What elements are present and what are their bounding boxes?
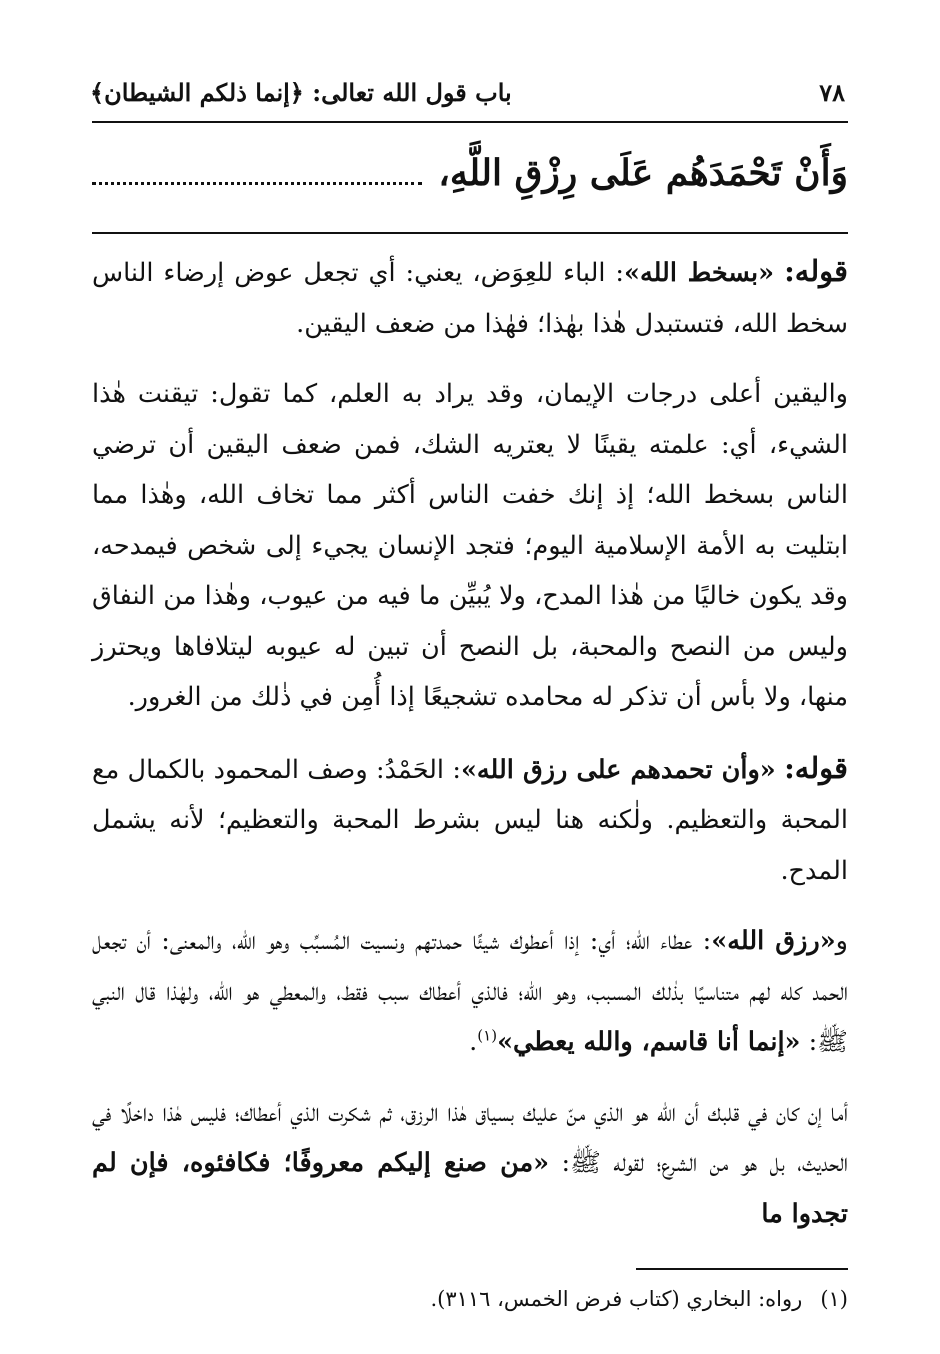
hadith-quote: «إنما أنا قاسم، والله يعطي» [497, 1027, 801, 1057]
hadith-quote: «من صنع إليكم معروفًا؛ فكافئوه، فإن لم تجدوا ما [92, 1148, 848, 1229]
paragraph-lead: قوله: [784, 254, 848, 288]
quoted-phrase: «وأن تحمدهم على رزق الله» [460, 754, 776, 785]
paragraph-text: : الحَمْدُ: وصف المحمود بالكمال مع المحبة والتعظيم. ولٰكنه هنا ليس بشرط المحبة والتعظيم؛ لأنه يشمل المدح. [92, 754, 848, 886]
paragraph-text: واليقين أعلى درجات الإيمان، وقد يراد به العلم، كما تقول: تيقنت هٰذا الشيء، أي: علمته يقينًا لا يعتريه الشك، فمن ضعف اليقين أن ترضي الناس بسخط الله؛ إذ إنك خفت الناس أكثر مما تخاف الله، وهٰذا مما ابتليت به الأمة الإسلامية اليوم؛ فتجد الإنسان يجيء إلى شخص فيمدحه، وقد يكون خاليًا من هٰذا المدح، ولا يُبيِّن ما فيه من عيوب، وهٰذا من النفاق وليس من النصح والمحبة، بل النصح أن تبين له عيوبه ليتلافاها ويحترز منها، ولا بأس أن تذكر له محامده تشجيعًا إذا أُمِن في ذٰلك من الغرور. [92, 379, 848, 712]
verse-dotted-leader [92, 182, 422, 185]
verse-divider [92, 232, 848, 234]
paragraph-prefix: و [835, 926, 848, 956]
page-header [90, 72, 845, 112]
footnote-divider [636, 1268, 848, 1270]
paragraph-2 [92, 369, 848, 723]
page-number: ٧٨ [819, 77, 845, 107]
chapter-title: باب قول الله تعالى: ﴿إنما ذلكم الشيطان﴾ [90, 77, 512, 107]
header-divider [92, 121, 848, 123]
quoted-phrase: «بسخط الله» [624, 258, 775, 288]
footnote-reference[interactable]: (١) [477, 1026, 498, 1045]
paragraph-3 [92, 743, 848, 897]
quoted-phrase: «رزق الله» [711, 926, 836, 956]
paragraph-text: : عطاء الله؛ أي: إذا أعطوك شيئًا حمدتهم ونسيت المُسبِّب وهو الله، والمعنى: أن تجعل الحمد كله لهم متناسيًا بذٰلك المسبب، وهو الله؛ فالذي أعطاك سبب فقط، والمعطي هو الله، ولهٰذا قال النبي ﷺ: [92, 926, 848, 1057]
footnote-text: رواه: البخاري (كتاب فرض الخمس، ٣١١٦). [430, 1287, 803, 1311]
body-text [92, 246, 848, 1239]
footnote [92, 1283, 848, 1315]
paragraph-4 [92, 916, 848, 1068]
paragraph-1 [92, 246, 848, 349]
footnote-marker: (١) [820, 1287, 848, 1311]
verse-text: وَأَنْ تَحْمَدَهُم عَلَى رِزْقِ اللَّهِ، [438, 152, 848, 194]
paragraph-lead: قوله: [784, 750, 848, 785]
paragraph-text: : الباء للعِوَض، يعني: أي تجعل عوض إرضاء الناس سخط الله، فتستبدل هٰذا بهٰذا؛ فهٰذا من ضعف اليقين. [92, 258, 848, 339]
paragraph-5 [92, 1088, 848, 1240]
paragraph-end: . [469, 1027, 478, 1057]
paragraph-text: أما إن كان في قلبك أن الله هو الذي منّ عليك بسياق هٰذا الرزق، ثم شكرت الذي أعطاك؛ فليس هٰذا داخلًا في الحديث، بل هو من الشرع؛ لقوله ﷺ: [92, 1097, 848, 1178]
verse-heading [92, 140, 848, 206]
